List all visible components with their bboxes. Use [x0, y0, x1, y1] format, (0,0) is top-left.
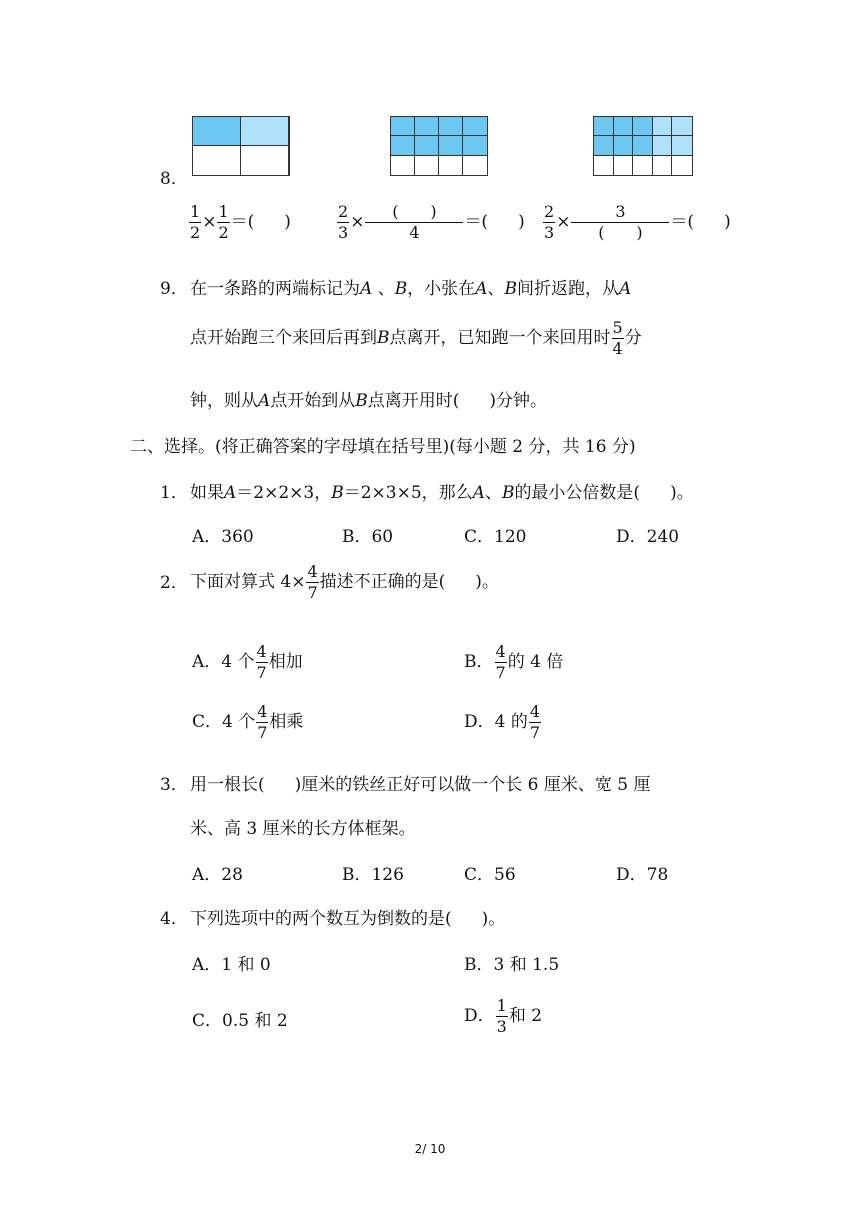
option-c[interactable]: C．56 — [464, 865, 516, 885]
fraction: $\frac{4}{7}$ — [256, 642, 267, 682]
option-d[interactable]: D． $\frac{1}{3}$ 和 2 — [464, 996, 543, 1036]
grid-cell-shaded — [633, 136, 653, 155]
grid-cell-shaded — [614, 117, 634, 136]
question-number: 1． — [160, 483, 188, 503]
fraction-diagram-quarters — [390, 116, 488, 176]
c4-text: 下列选项中的两个数互为倒数的是( )。 — [190, 909, 506, 929]
equation-2: $\frac{2}{3}$ × $\frac{( )}{4}$ ＝( ) — [338, 202, 525, 242]
fraction-with-blank: $\frac{3}{( )}$ — [571, 204, 669, 241]
grid-cell-shaded — [614, 136, 634, 155]
fraction: $\frac{4}{7}$ — [495, 642, 506, 682]
option-c[interactable]: C．0.5 和 2 — [192, 1011, 288, 1031]
grid-cell-shaded — [463, 117, 487, 136]
question-number: 9． — [160, 279, 188, 299]
option-b[interactable]: B．126 — [342, 865, 404, 885]
fraction: $\frac{4}{7}$ — [257, 702, 268, 742]
fraction-with-blank: $\frac{( )}{4}$ — [365, 204, 463, 241]
option-b[interactable]: B．3 和 1.5 — [464, 955, 560, 975]
option-b[interactable]: B． $\frac{4}{7}$ 的 4 倍 — [464, 642, 564, 682]
grid-cell-shaded — [439, 117, 463, 136]
option-a[interactable]: A．4 个 $\frac{4}{7}$ 相加 — [192, 642, 303, 682]
grid-cell-shaded — [594, 117, 614, 136]
fraction: $\frac{4}{7}$ — [529, 702, 541, 742]
q9-line-3: 钟，则从A点开始到从B点离开用时( )分钟。 — [190, 391, 548, 411]
c3-line-1: 用一根长( )厘米的铁丝正好可以做一个长 6 厘米、宽 5 厘 — [190, 775, 651, 795]
option-d[interactable]: D．240 — [616, 527, 680, 547]
grid-cell-shaded — [594, 136, 614, 155]
fraction: $\frac{1}{2}$ — [190, 202, 201, 242]
section-title: 二、选择。(将正确答案的字母填在括号里)(每小题 2 分，共 16 分) — [130, 437, 636, 457]
q9-line-2: 点开始跑三个来回后再到B点离开，已知跑一个来回用时 $\frac{5}{4}$ 分 — [190, 318, 642, 358]
equation-3: $\frac{2}{3}$ × $\frac{3}{( )}$ ＝( ) — [544, 202, 731, 242]
question-number: 4． — [160, 909, 188, 929]
question-number: 3． — [160, 775, 188, 795]
grid-cell — [633, 156, 653, 175]
option-b[interactable]: B．60 — [342, 527, 394, 547]
grid-cell-shaded — [415, 117, 439, 136]
grid-cell — [614, 156, 634, 175]
grid-cell-shaded — [463, 136, 487, 155]
option-c[interactable]: C．4 个 $\frac{4}{7}$ 相乘 — [192, 702, 304, 742]
c1-text: 如果A＝2×2×3，B＝2×3×5，那么A、B的最小公倍数是( )。 — [190, 483, 694, 503]
grid-cell — [672, 156, 692, 175]
fraction: $\frac{2}{3}$ — [544, 202, 555, 242]
grid-cell — [391, 156, 415, 175]
q9-line-1: 在一条路的两端标记为A 、B，小张在A、B间折返跑，从A — [190, 279, 632, 299]
c2-text: 下面对算式 4× $\frac{4}{7}$ 描述不正确的是( )。 — [190, 562, 499, 602]
fraction-diagram-fifths — [593, 116, 693, 176]
option-d[interactable]: D．78 — [616, 865, 669, 885]
grid-cell-shaded — [653, 117, 673, 136]
c3-line-2: 米、高 3 厘米的长方体框架。 — [190, 819, 416, 839]
grid-cell-shaded — [391, 117, 415, 136]
grid-cell-shaded — [672, 117, 692, 136]
grid-cell — [241, 146, 289, 175]
grid-cell — [463, 156, 487, 175]
option-a[interactable]: A．360 — [192, 527, 254, 547]
option-c[interactable]: C．120 — [464, 527, 527, 547]
option-a[interactable]: A．1 和 0 — [192, 955, 271, 975]
fraction: $\frac{5}{4}$ — [612, 318, 623, 358]
grid-cell-shaded — [633, 117, 653, 136]
question-number: 2． — [160, 573, 188, 593]
fraction: $\frac{2}{3}$ — [338, 202, 349, 242]
grid-cell-shaded — [391, 136, 415, 155]
fraction: $\frac{1}{2}$ — [218, 202, 229, 242]
grid-cell — [594, 156, 614, 175]
grid-cell — [653, 156, 673, 175]
grid-cell-shaded — [653, 136, 673, 155]
grid-cell — [439, 156, 463, 175]
fraction-diagram-halves — [192, 116, 290, 176]
grid-cell-shaded — [439, 136, 463, 155]
grid-cell-shaded — [672, 136, 692, 155]
equation-1: $\frac{1}{2}$ × $\frac{1}{2}$ ＝( ) — [190, 202, 291, 242]
fraction: $\frac{1}{3}$ — [496, 996, 507, 1036]
grid-cell-shaded — [415, 136, 439, 155]
grid-cell-shaded — [193, 117, 241, 146]
grid-cell — [193, 146, 241, 175]
fraction: $\frac{4}{7}$ — [307, 562, 318, 602]
option-a[interactable]: A．28 — [192, 865, 243, 885]
grid-cell — [415, 156, 439, 175]
option-d[interactable]: D．4 的 $\frac{4}{7}$ — [464, 702, 541, 742]
question-number: 8． — [160, 169, 188, 189]
page-number: 2/ 10 — [414, 1142, 446, 1156]
grid-cell-shaded — [241, 117, 289, 146]
